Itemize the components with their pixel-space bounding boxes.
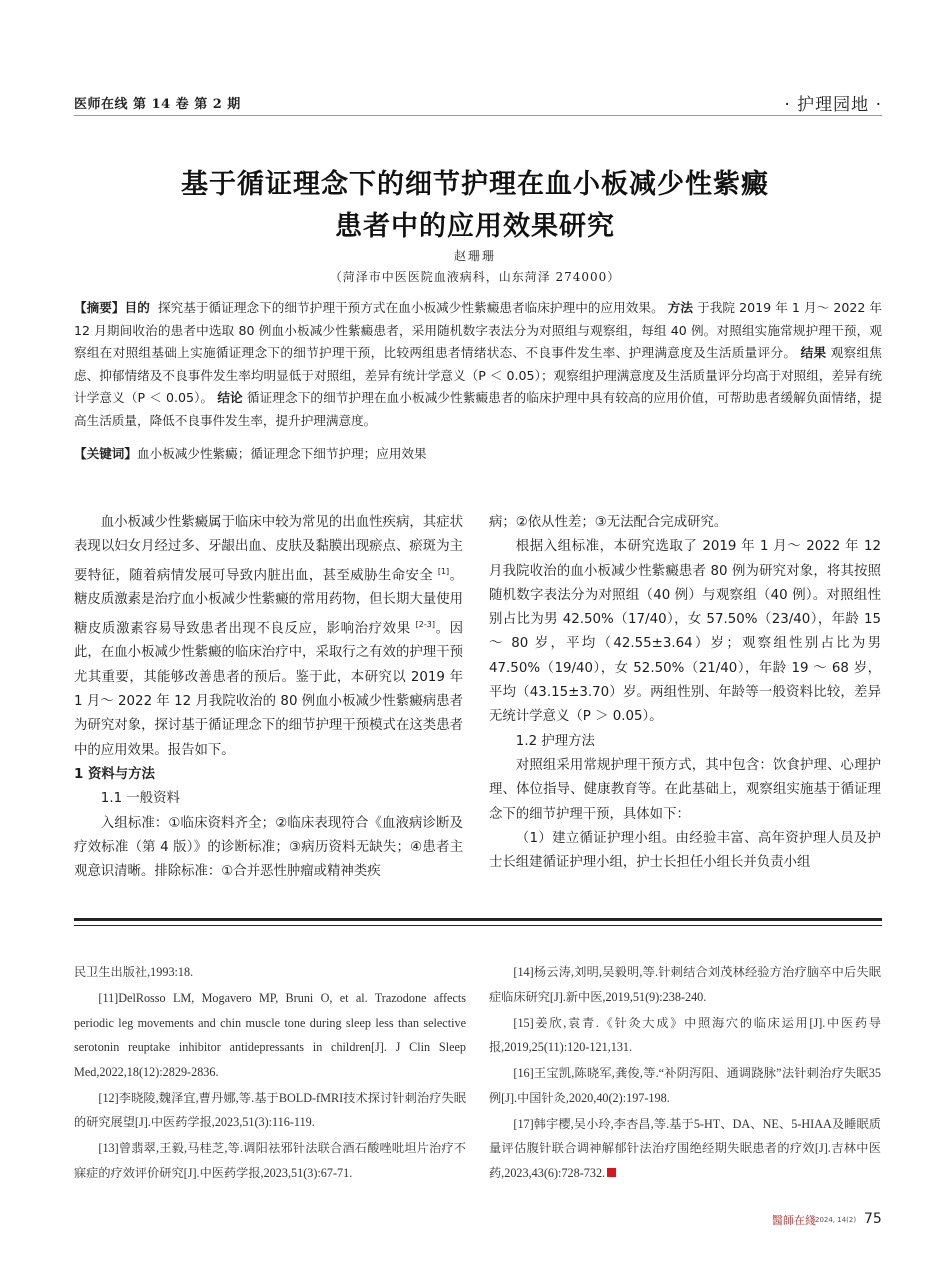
step1-paragraph: （1）建立循证护理小组。由经验丰富、高年资护理人员及护士长组建循证护理小组，护士长担任小组长并负责小组 xyxy=(489,830,881,871)
result-label: 结果 xyxy=(800,345,827,361)
reference-item: [17]韩宇樱,吴小玲,李杏昌,等.基于5-HT、DA、NE、5-HIAA及睡眠质量评估腹针联合调神解郁针法治疗围绝经期失眠患者的疗效[J].吉林中医药,2023,43(6):728-732. xyxy=(489,1116,881,1180)
reference-item: [16]王宝凯,陈晓军,龚俊,等.“补阴泻阳、通调跷脉”法针刺治疗失眠35例[J].中国针灸,2020,40(2):197-198. xyxy=(489,1066,881,1105)
article-title-line1: 基于循证理念下的细节护理在血小板减少性紫癜 xyxy=(181,169,769,200)
body-column-right xyxy=(489,511,881,875)
subsection-heading-1-2: 1.2 护理方法 xyxy=(515,733,595,749)
author: 赵珊珊 xyxy=(453,249,496,263)
reference-item: 民卫生出版社,1993:18. xyxy=(74,965,194,979)
reference-item: [14]杨云涛,刘明,吴毅明,等.针刺结合刘茂林经验方治疗脑卒中后失眠症临床研究[J].新中医,2019,51(9):238-240. xyxy=(489,965,881,1004)
keywords-text: 血小板减少性紫癜；循证理念下细节护理；应用效果 xyxy=(136,446,427,461)
running-header-section: · 护理园地 · xyxy=(784,95,882,115)
method-text: 于我院 2019 年 1 月～ 2022 年 12 月期间收治的患者中选取 80 例血小板减少性紫癜患者，采用随机数字表法分为对照组与观察组，每组 40 例。对照组实施常规护理干预，观察组在对照组基础上实施循证理念下的细节护理干预，比较两组患者情绪状态、不良事件发生率、护理满意度及生活质量评分。 xyxy=(74,300,883,361)
reference-item: [11]DelRosso LM, Mogavero MP, Bruni O, et al. Trazodone affects periodic leg movements and chin muscle tone during sleep less than selective serotonin reuptake inhibitor antidepressants in children[J]. J Clin Sleep Med,2022,18(12):2829-2836. xyxy=(74,990,466,1079)
keywords-label: 【关键词】 xyxy=(74,446,137,461)
abstract xyxy=(74,297,882,433)
intro-paragraph: 血小板减少性紫癜属于临床中较为常见的出血性疾病，其症状表现以妇女月经过多、牙龈出血、皮肤及黏膜出现瘀点、瘀斑为主要特征，随着病情发展可导致内脏出血，甚至威胁生命安全 [1]。糖皮质激素是治疗血小板减少性紫癜的常用药物，但长期大量使用糖皮质激素容易导致患者出现不良反应，影响治疗效果 [2-3]。因此，在血小板减少性紫癜的临床治疗中，采取行之有效的护理干预尤其重要，其能够改善患者的预后。鉴于此，本研究以 2019 年 1 月～ 2022 年 12 月我院收治的 80 例血小板减少性紫癜病患者为研究对象，探讨基于循证理念下的细节护理干预模式在这类患者中的应用效果。报告如下。 xyxy=(74,515,464,758)
references-right xyxy=(489,960,881,1187)
criteria-continuation: 病；②依从性差；③无法配合完成研究。 xyxy=(489,515,728,530)
citation-1: [1] xyxy=(437,566,450,576)
footer-issue: 2024, 14(2) xyxy=(815,1216,857,1224)
subsection-heading-1-1: 1.1 一般资料 xyxy=(100,791,180,807)
purpose-label: 目的 xyxy=(124,300,150,315)
references-left xyxy=(74,960,466,1187)
conclusion-label: 结论 xyxy=(217,390,243,406)
article-title-line2: 患者中的应用效果研究 xyxy=(335,211,615,242)
citation-2-3: [2-3] xyxy=(415,619,435,629)
page-number: 75 xyxy=(864,1211,882,1227)
result-text: 观察组焦虑、抑郁情绪及不良事件发生率均明显低于对照组，差异有统计学意义（P ＜ 0.05）；观察组护理满意度及生活质量评分均高于对照组，差异有统计学意义（P ＜ 0.05）。 xyxy=(74,345,882,406)
method-label: 方法 xyxy=(667,300,694,315)
running-header-journal: 医师在线 第 14 卷 第 2 期 xyxy=(74,97,241,112)
reference-item: [12]李晓陵,魏泽宜,曹丹娜,等.基于BOLD-fMRI技术探讨针刺治疗失眠的研究展望[J].中医药学报,2023,51(3):116-119. xyxy=(74,1090,466,1130)
keywords xyxy=(74,443,882,465)
criteria-paragraph: 入组标准：①临床资料齐全；②临床表现符合《血液病诊断及疗效标准（第 4 版）》的诊断标准；③病历资料无缺失；④患者主观意识清晰。排除标准：①合并恶性肿瘤或精神类疾 xyxy=(74,815,463,880)
abstract-label: 【摘要】 xyxy=(74,300,125,315)
section-heading-1: 1 资料与方法 xyxy=(74,766,155,782)
end-mark-icon xyxy=(607,1168,616,1177)
reference-item: [15]姜欣,袁青.《针灸大成》中照海穴的临床运用[J].中医药导报,2019,25(11):120-121,131. xyxy=(489,1015,881,1055)
separator-thin xyxy=(74,925,882,926)
reference-item: [13]曾翡翠,王毅,马桂芝,等.调阳祛邪针法联合酒石酸唑吡坦片治疗不寐症的疗效评价研究[J].中医药学报,2023,51(3):67-71. xyxy=(74,1141,466,1180)
methods-paragraph: 对照组采用常规护理干预方式，其中包含：饮食护理、心理护理、体位指导、健康教育等。在此基础上，观察组实施基于循证理念下的细节护理干预，具体如下： xyxy=(489,757,881,822)
purpose-text: 探究基于循证理念下的细节护理干预方式在血小板减少性紫癜患者临床护理中的应用效果。 xyxy=(157,300,664,315)
header-rule xyxy=(74,115,882,116)
journal-logo: 醫師在綫 xyxy=(772,1214,816,1227)
affiliation: （菏泽市中医医院血液病科，山东菏泽 274000） xyxy=(329,270,621,284)
body-column-left xyxy=(74,511,463,884)
groups-paragraph: 根据入组标准，本研究选取了 2019 年 1 月～ 2022 年 12 月我院收治的血小板减少性紫癜患者 80 例为研究对象，将其按照随机数字表法分为对照组（40 例）与观察组（40 例）。对照组性别占比为男 42.50%（17/40），女 57.50%（23/40），年龄 15 ～ 80 岁，平均（42.55±3.64）岁；观察组性别占比为男 47.50%（19/40），女 52.50%（21/40），年龄 19 ～ 68 岁，平均（43.15±3.70）岁。两组性别、年龄等一般资料比较，差异无统计学意义（P ＞ 0.05）。 xyxy=(489,539,881,725)
separator-thick xyxy=(74,918,882,921)
conclusion-text: 循证理念下的细节护理在血小板减少性紫癜患者的临床护理中具有较高的应用价值，可帮助患者缓解负面情绪，提高生活质量，降低不良事件发生率，提升护理满意度。 xyxy=(74,390,883,428)
